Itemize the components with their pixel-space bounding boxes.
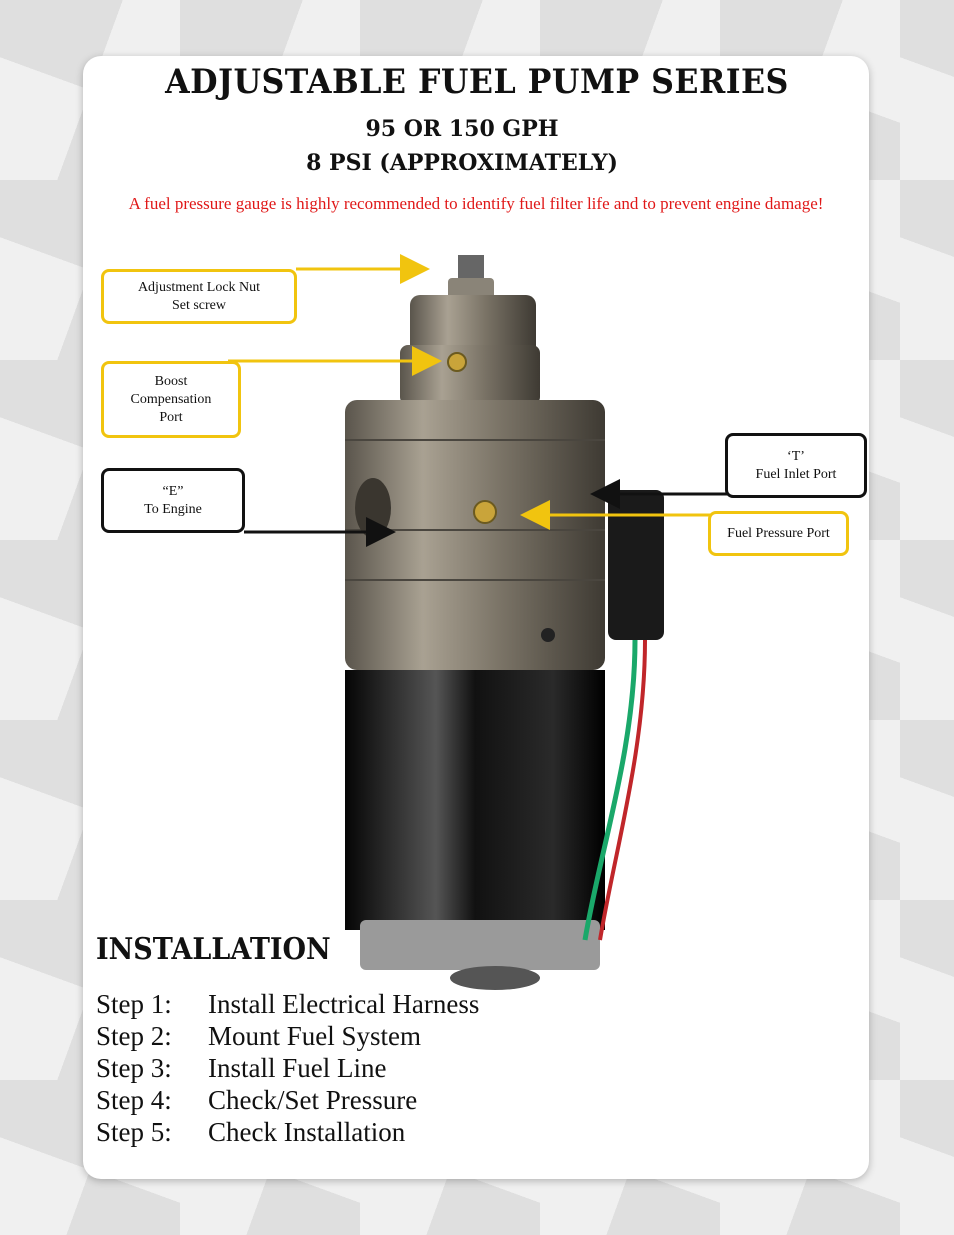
subtitle-pressure: 8 PSI (APPROXIMATELY) [306, 150, 618, 176]
callout-adjust-line-2: Set screw [171, 297, 227, 313]
callout-boost-line-2: Compensation [130, 391, 212, 407]
callout-fuel-pressure-port [708, 511, 849, 556]
step-label: Step 3: [96, 1053, 172, 1083]
callout-engine-port [101, 468, 245, 533]
installation-steps [96, 988, 479, 1148]
callout-adjustment-lock-nut [101, 269, 297, 324]
step-row [96, 1116, 479, 1148]
callout-pressure-line: Fuel Pressure Port [727, 525, 830, 541]
installation-heading: INSTALLATION [96, 932, 331, 967]
callout-boost-compensation-port [101, 361, 241, 438]
callout-adjust-line-1: Adjustment Lock Nut [137, 279, 261, 295]
callout-inlet-line-1: ‘T’ [787, 448, 805, 464]
step-label: Step 1: [96, 989, 172, 1019]
step-label: Step 4: [96, 1085, 172, 1115]
callout-inlet-line-2: Fuel Inlet Port [755, 466, 837, 482]
callout-boost-line-1: Boost [154, 373, 188, 389]
step-text: Mount Fuel System [208, 1021, 422, 1051]
step-text: Install Fuel Line [208, 1053, 387, 1083]
callout-engine-line-1: “E” [162, 483, 184, 499]
step-text: Install Electrical Harness [208, 989, 480, 1019]
callout-engine-line-2: To Engine [144, 501, 202, 517]
page-title: ADJUSTABLE FUEL PUMP SERIES [165, 62, 789, 102]
callout-boost-line-3: Port [159, 409, 183, 425]
step-row [96, 1052, 479, 1084]
callout-fuel-inlet-port [725, 433, 867, 498]
step-label: Step 2: [96, 1021, 172, 1051]
step-row [96, 1084, 479, 1116]
subtitle-flow: 95 OR 150 GPH [365, 116, 559, 142]
step-row [96, 988, 479, 1020]
step-label: Step 5: [96, 1117, 172, 1147]
step-row [96, 1020, 479, 1052]
warning-text: A fuel pressure gauge is highly recommended to identify fuel filter life and to prevent engine damage! [128, 194, 824, 213]
step-text: Check/Set Pressure [208, 1085, 418, 1115]
step-text: Check Installation [208, 1117, 406, 1147]
